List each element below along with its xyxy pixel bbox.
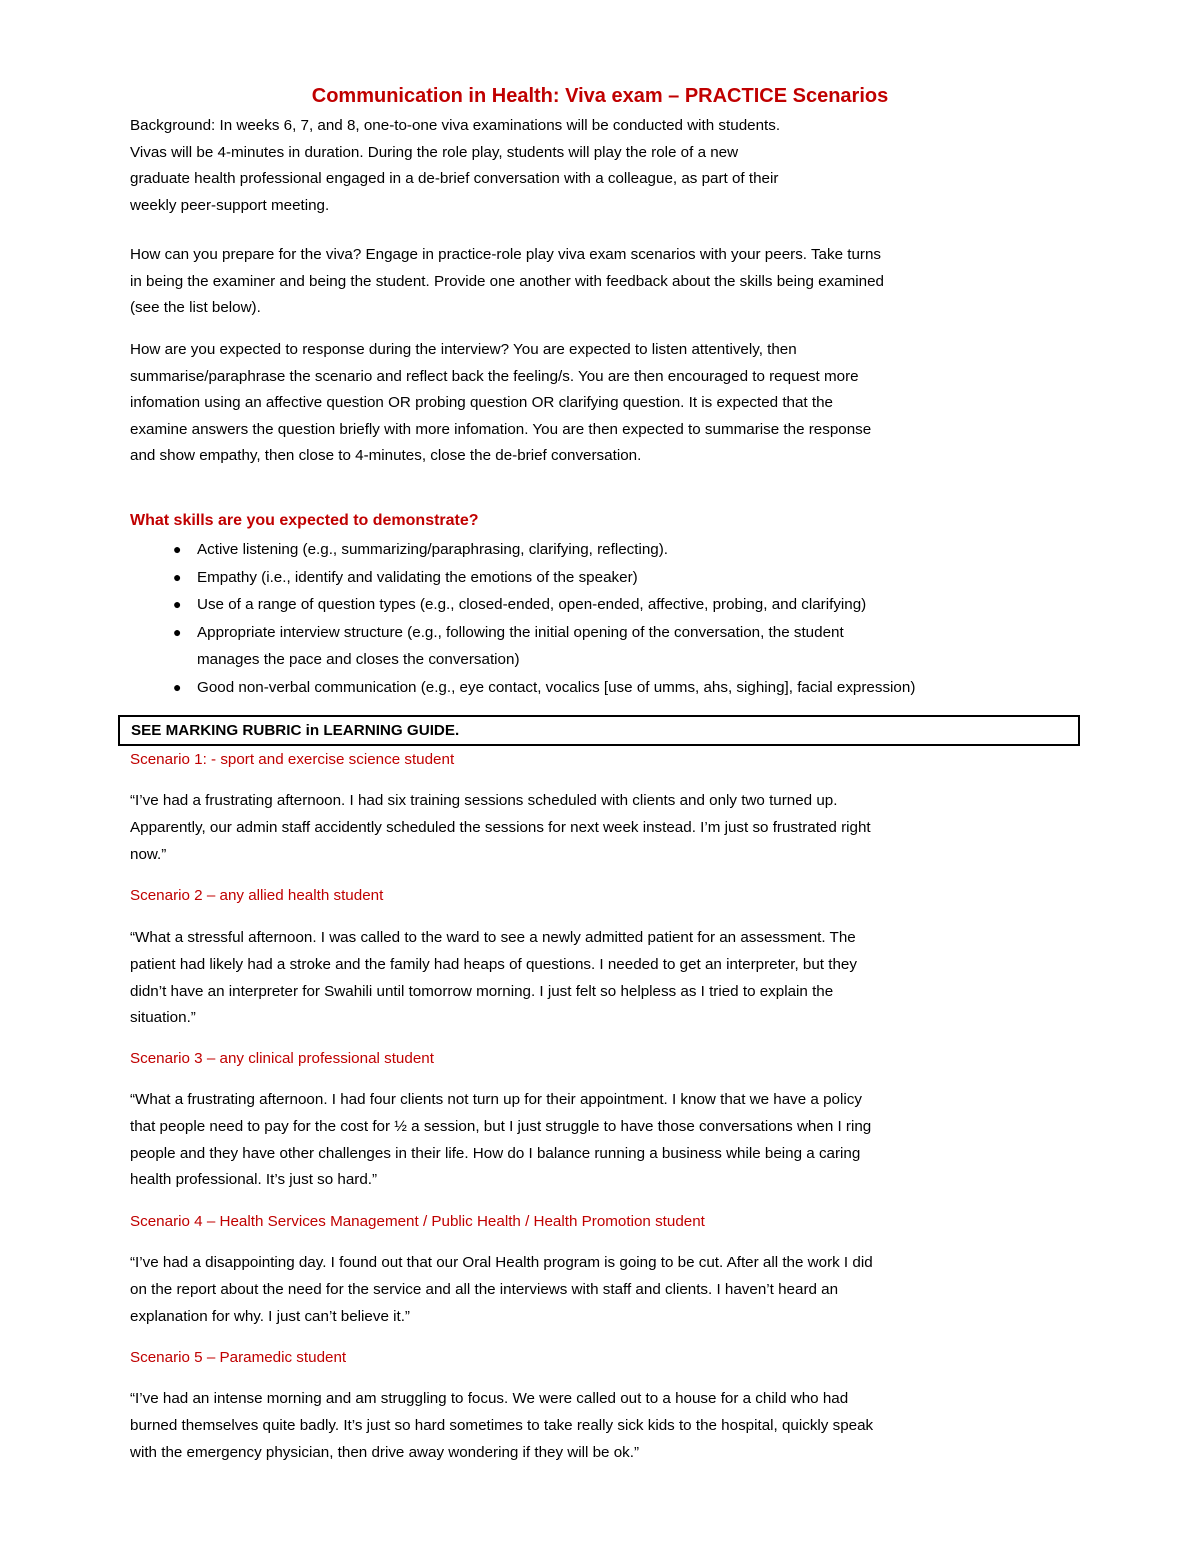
bullet-icon: ● — [173, 596, 182, 612]
paragraph-line: weekly peer-support meeting. — [130, 196, 330, 214]
scenario-1-text — [130, 788, 1070, 868]
scenario-line: on the report about the need for the service and all the interviews with staff and clients. I haven’t heard an — [130, 1280, 839, 1298]
scenario-line: “I’ve had a disappointing day. I found out that our Oral Health program is going to be cut. After all the work I did — [130, 1254, 873, 1271]
scenario-line: with the emergency physician, then drive away wondering if they will be ok.” — [130, 1443, 640, 1461]
scenario-4-title: Scenario 4 – Health Services Management / Public Health / Health Promotion student — [130, 1213, 705, 1230]
scenario-4-text — [130, 1250, 1070, 1330]
paragraph-line: (see the list below). — [130, 299, 261, 316]
bullet-icon: ● — [173, 623, 182, 640]
paragraph-line: in being the examiner and being the student. Provide one another with feedback about the skills being examined — [130, 272, 884, 290]
scenario-1-title: Scenario 1: - sport and exercise science student — [130, 751, 455, 768]
list-item: ● Empathy (i.e., identify and validating the emotions of the speaker) — [130, 564, 1080, 592]
scenario-line: patient had likely had a stroke and the family had heaps of questions. I needed to get an interpreter, but they — [130, 955, 857, 973]
prepare-paragraph — [130, 242, 1065, 322]
bullet-icon: ● — [173, 678, 182, 695]
paragraph-line: Background: In weeks 6, 7, and 8, one-to-one viva examinations will be conducted with students. — [130, 117, 781, 134]
response-paragraph — [130, 337, 1065, 470]
paragraph-line: examine answers the question briefly with more infomation. You are then expected to summarise the response — [130, 420, 872, 438]
list-item: ● Use of a range of question types (e.g., closed-ended, open-ended, affective, probing, and clarifying) — [130, 591, 1080, 619]
list-item: ● Active listening (e.g., summarizing/paraphrasing, clarifying, reflecting). — [130, 536, 1080, 564]
scenario-5-text — [130, 1386, 1070, 1466]
scenario-line: situation.” — [130, 1009, 196, 1027]
scenario-line: health professional. It’s just so hard.” — [130, 1171, 378, 1189]
paragraph-line: How are you expected to response during the interview? You are expected to listen attentively, then — [130, 341, 797, 358]
paragraph-line: Vivas will be 4-minutes in duration. During the role play, students will play the role of a new — [130, 143, 739, 161]
bullet-icon: ● — [173, 541, 182, 557]
paragraph-line: graduate health professional engaged in a de-brief conversation with a colleague, as part of their — [130, 170, 779, 187]
scenario-line: didn’t have an interpreter for Swahili until tomorrow morning. I just felt so helpless as I tried to explain the — [130, 982, 834, 1000]
skills-heading: What skills are you expected to demonstrate? — [130, 512, 479, 529]
paragraph-line: How can you prepare for the viva? Engage in practice-role play viva exam scenarios with your peers. Take turns — [130, 246, 882, 263]
list-item: ● Good non-verbal communication (e.g., eye contact, vocalics [use of umms, ahs, sighing], facial expression) — [130, 674, 1080, 702]
scenario-line: Apparently, our admin staff accidently scheduled the sessions for next week instead. I’m just so frustrated right — [130, 818, 871, 836]
rubric-note-box: SEE MARKING RUBRIC in LEARNING GUIDE. — [118, 715, 1080, 746]
background-paragraph — [130, 113, 1065, 219]
list-item: ● Appropriate interview structure (e.g., following the initial opening of the conversation, the student manages the pace and closes the conversation) — [130, 619, 1080, 674]
paragraph-line: infomation using an affective question OR probing question OR clarifying question. It is expected that the — [130, 394, 833, 411]
page-title: Communication in Health: Viva exam – PRACTICE Scenarios — [311, 85, 889, 107]
scenario-2-text — [130, 925, 1070, 1032]
scenario-2-title: Scenario 2 – any allied health student — [130, 887, 384, 904]
scenario-line: explanation for why. I just can’t believe it.” — [130, 1307, 410, 1325]
bullet-icon: ● — [173, 568, 182, 585]
scenario-line: now.” — [130, 845, 167, 863]
scenario-3-title: Scenario 3 – any clinical professional student — [130, 1050, 434, 1067]
scenario-line: “I’ve had an intense morning and am struggling to focus. We were called out to a house for a child who had — [130, 1390, 849, 1407]
paragraph-line: and show empathy, then close to 4-minutes, close the de-brief conversation. — [130, 447, 642, 464]
paragraph-line: summarise/paraphrase the scenario and reflect back the feeling/s. You are then encouraged to request more — [130, 367, 859, 385]
scenario-3-text — [130, 1087, 1070, 1194]
skills-list — [130, 536, 1080, 701]
scenario-line: burned themselves quite badly. It’s just so hard sometimes to take really sick kids to the hospital, quickly speak — [130, 1416, 874, 1434]
scenario-line: people and they have other challenges in their life. How do I balance running a business while being a caring — [130, 1144, 861, 1162]
scenario-line: “I’ve had a frustrating afternoon. I had six training sessions scheduled with clients and only two turned up. — [130, 792, 838, 809]
scenario-line: “What a frustrating afternoon. I had four clients not turn up for their appointment. I know that we have a policy — [130, 1091, 862, 1108]
scenario-line: that people need to pay for the cost for ½ a session, but I just struggle to have those conversations when I ring — [130, 1117, 872, 1135]
scenario-5-title: Scenario 5 – Paramedic student — [130, 1349, 347, 1366]
scenario-line: “What a stressful afternoon. I was called to the ward to see a newly admitted patient for an assessment. The — [130, 929, 856, 946]
